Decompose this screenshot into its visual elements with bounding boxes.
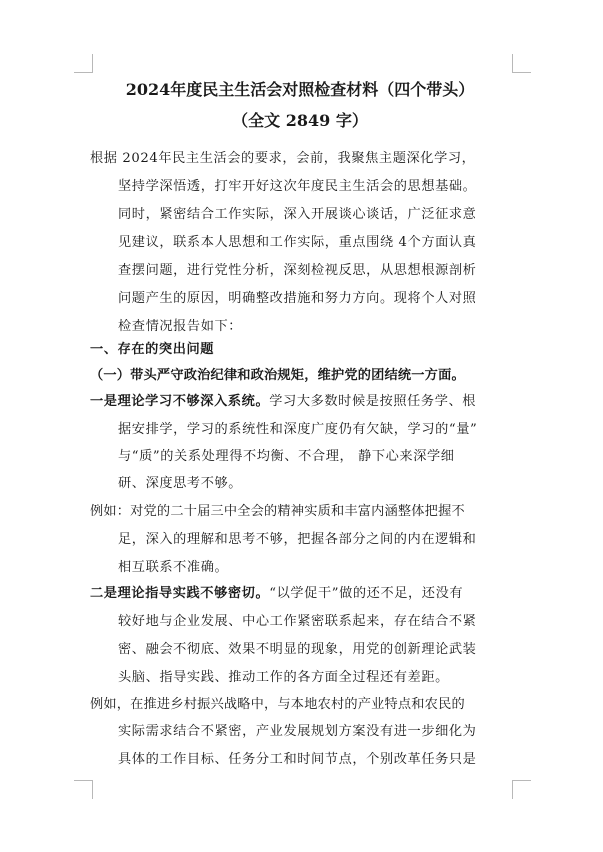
section-heading: 一、存在的突出问题 — [90, 342, 215, 357]
paragraph-line: 研、深度思考不够。 — [118, 476, 243, 491]
paragraph-line: 一是理论学习不够深入系统。学习大多数时候是按照任务学、根 — [90, 394, 477, 409]
margin-mark-top-right — [512, 54, 531, 73]
paragraph-line: 检查情况报告如下： — [118, 319, 243, 334]
paragraph-line: 具体的工作目标、任务分工和时间节点，个别改革任务只是 — [118, 752, 477, 767]
paragraph-line: 与“质”的关系处理得不均衡、不合理， 静下心来深学细 — [118, 449, 455, 464]
paragraph-line: 密、融会不彻底、效果不明显的现象，用党的创新理论武装 — [118, 642, 477, 657]
paragraph-line: 见建议，联系本人思想和工作实际，重点围绕 4个方面认真 — [118, 235, 477, 250]
paragraph-line: 例如：对党的二十届三中全会的精神实质和丰富内涵整体把握不 — [90, 504, 465, 519]
paragraph-line: 二是理论指导实践不够密切。“以学促干”做的还不足，还没有 — [90, 586, 464, 601]
paragraph-line: 问题产生的原因，明确整改措施和努力方向。现将个人对照 — [118, 291, 477, 306]
document-subtitle: （全文 2849 字） — [232, 111, 368, 130]
paragraph-line: 据安排学，学习的系统性和深度广度仍有欠缺，学习的“量” — [118, 422, 478, 437]
margin-mark-top-left — [74, 54, 93, 73]
paragraph-line: 坚持学深悟透，打牢开好这次年度民主生活会的思想基础。 — [118, 179, 477, 194]
paragraph-line: 头脑、指导实践、推动工作的各方面全过程还有差距。 — [118, 670, 449, 685]
document-title: 2024年度民主生活会对照检查材料（四个带头） — [125, 80, 475, 99]
subsection-heading: （一）带头严守政治纪律和政治规矩，维护党的团结统一方面。 — [90, 368, 465, 383]
margin-mark-bottom-left — [74, 780, 93, 799]
paragraph-line: 相互联系不准确。 — [118, 560, 229, 575]
paragraph-line: 同时，紧密结合工作实际，深入开展谈心谈话，广泛征求意 — [118, 207, 477, 222]
paragraph-line: 查摆问题，进行党性分析，深刻检视反思，从思想根源剖析 — [118, 263, 477, 278]
paragraph-line: 足，深入的理解和思考不够，把握各部分之间的内在逻辑和 — [118, 532, 477, 547]
margin-mark-bottom-right — [512, 780, 531, 799]
paragraph-line: 实际需求结合不紧密，产业发展规划方案没有进一步细化为 — [118, 724, 477, 739]
paragraph-line: 根据 2024年民主生活会的要求，会前，我聚焦主题深化学习， — [90, 151, 476, 166]
paragraph-line: 较好地与企业发展、中心工作紧密联系起来，存在结合不紧 — [118, 614, 477, 629]
paragraph-line: 例如，在推进乡村振兴战略中，与本地农村的产业特点和农民的 — [90, 697, 465, 712]
